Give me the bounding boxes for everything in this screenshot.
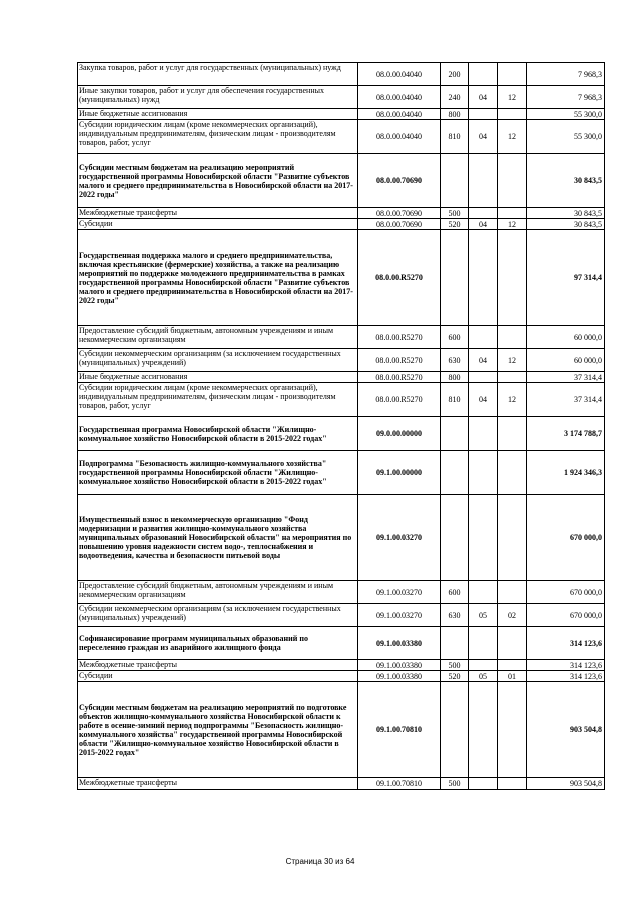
row-amount: 314 123,6 [527,671,605,682]
row-expense-type: 800 [441,109,469,120]
row-section [469,627,498,660]
row-amount: 60 000,0 [527,349,605,372]
row-amount: 60 000,0 [527,326,605,349]
row-expense-type [441,417,469,451]
row-code: 09.1.00.03270 [358,495,441,581]
row-section [469,682,498,778]
row-amount: 670 000,0 [527,604,605,627]
row-subsection [498,63,527,86]
row-code: 09.1.00.03270 [358,604,441,627]
row-amount: 55 300,0 [527,109,605,120]
page-number: Страница 30 из 64 [285,857,355,866]
row-expense-type [441,682,469,778]
row-section: 04 [469,349,498,372]
row-code: 08.0.00.R5270 [358,383,441,417]
row-name: Субсидии местным бюджетам на реализацию мероприятий государственной программы Новосибирской области "Развитие субъектов малого и среднего предпринимательства в Новосибирской области на 2017-2022 годы" [78,154,358,208]
row-expense-type: 500 [441,660,469,671]
row-name: Предоставление субсидий бюджетным, автономным учреждениям и иным некоммерческим организациям [78,326,358,349]
row-subsection: 01 [498,671,527,682]
row-subsection [498,372,527,383]
row-amount: 670 000,0 [527,581,605,604]
row-name: Субсидии юридическим лицам (кроме некоммерческих организаций), индивидуальным предпринимателям, физическим лицам - производителям товаров, работ, услуг [78,120,358,154]
table-row [78,372,605,383]
row-section [469,230,498,326]
row-name: Межбюджетные трансферты [78,778,358,790]
row-subsection: 12 [498,219,527,230]
row-amount: 670 000,0 [527,495,605,581]
table-row [78,120,605,154]
row-section [469,208,498,219]
row-subsection [498,581,527,604]
row-subsection [498,208,527,219]
row-expense-type [441,627,469,660]
row-code: 09.1.00.03380 [358,660,441,671]
row-section [469,778,498,790]
row-subsection: 12 [498,349,527,372]
row-code: 08.0.00.04040 [358,63,441,86]
row-section [469,63,498,86]
row-section: 05 [469,604,498,627]
row-name: Субсидии [78,671,358,682]
row-code: 08.0.00.70690 [358,154,441,208]
row-name: Государственная программа Новосибирской области "Жилищно-коммунальное хозяйство Новосибирской области в 2015-2022 годах" [78,417,358,451]
row-name: Подпрограмма "Безопасность жилищно-коммунального хозяйства" государственной программы Новосибирской области "Жилищно-коммунальное хозяйство Новосибирской области в 2015-2022 годах" [78,451,358,495]
row-code: 09.1.00.70810 [358,682,441,778]
row-expense-type: 600 [441,581,469,604]
row-code: 08.0.00.04040 [358,86,441,109]
row-amount: 7 968,3 [527,63,605,86]
row-section [469,451,498,495]
row-expense-type [441,451,469,495]
table-row [78,326,605,349]
row-expense-type [441,495,469,581]
row-code: 09.1.00.03380 [358,627,441,660]
table-row [78,349,605,372]
row-section [469,581,498,604]
row-amount: 314 123,6 [527,660,605,671]
row-section [469,660,498,671]
budget-table-container [77,62,604,790]
row-amount: 3 174 788,7 [527,417,605,451]
row-amount: 37 314,4 [527,372,605,383]
row-code: 08.0.00.04040 [358,120,441,154]
row-code: 08.0.00.R5270 [358,372,441,383]
row-code: 08.0.00.R5270 [358,349,441,372]
row-code: 08.0.00.R5270 [358,326,441,349]
table-row [78,63,605,86]
table-row [78,660,605,671]
table-row [78,682,605,778]
row-code: 09.1.00.03270 [358,581,441,604]
row-code: 08.0.00.R5270 [358,230,441,326]
row-expense-type: 810 [441,383,469,417]
budget-table-body [78,63,605,790]
row-name: Государственная поддержка малого и среднего предпринимательства, включая крестьянские (фермерские) хозяйства, а также на реализацию мероприятий по поддержке молодежного предпринимательства в рамках государственной программы Новосибирской области "Развитие субъектов малого и среднего предпринимательства в Новосибирской области на 2017-2022 годы" [78,230,358,326]
table-row [78,451,605,495]
row-subsection: 12 [498,383,527,417]
row-name: Закупка товаров, работ и услуг для государственных (муниципальных) нужд [78,63,358,86]
row-subsection [498,109,527,120]
row-section: 04 [469,120,498,154]
row-expense-type: 630 [441,604,469,627]
row-subsection [498,495,527,581]
table-row [78,495,605,581]
table-row [78,86,605,109]
table-row [78,219,605,230]
row-subsection [498,451,527,495]
table-row [78,627,605,660]
row-name: Предоставление субсидий бюджетным, автономным учреждениям и иным некоммерческим организациям [78,581,358,604]
row-section [469,372,498,383]
row-expense-type: 500 [441,778,469,790]
row-expense-type: 520 [441,671,469,682]
table-row [78,604,605,627]
row-subsection [498,154,527,208]
row-expense-type: 600 [441,326,469,349]
row-section [469,154,498,208]
table-row [78,671,605,682]
row-expense-type: 800 [441,372,469,383]
row-subsection: 02 [498,604,527,627]
row-subsection [498,627,527,660]
row-amount: 314 123,6 [527,627,605,660]
row-code: 09.0.00.00000 [358,417,441,451]
row-name: Межбюджетные трансферты [78,208,358,219]
budget-table [77,62,605,790]
row-expense-type [441,154,469,208]
table-row [78,581,605,604]
row-name: Субсидии некоммерческим организациям (за исключением государственных (муниципальных) учреждений) [78,349,358,372]
row-amount: 903 504,8 [527,778,605,790]
table-row [78,383,605,417]
row-code: 08.0.00.70690 [358,208,441,219]
row-amount: 55 300,0 [527,120,605,154]
row-amount: 30 843,5 [527,208,605,219]
row-section [469,326,498,349]
row-name: Имущественный взнос в некоммерческую организацию "Фонд модернизации и развития жилищно-коммунального хозяйства муниципальных образований Новосибирской области" на мероприятия по повышению уровня надежности систем водо-, теплоснабжения и водоотведения, качества и безопасности питьевой воды [78,495,358,581]
row-name: Субсидии местным бюджетам на реализацию мероприятий по подготовке объектов жилищно-коммунального хозяйства Новосибирской области к работе в осенне-зимний период подпрограммы "Безопасность жилищно-коммунального хозяйства" государственной программы Новосибирской области "Жилищно-коммунальное хозяйство Новосибирской области в 2015-2022 годах" [78,682,358,778]
row-amount: 1 924 346,3 [527,451,605,495]
row-expense-type: 500 [441,208,469,219]
row-expense-type: 240 [441,86,469,109]
row-name: Субсидии некоммерческим организациям (за исключением государственных (муниципальных) учреждений) [78,604,358,627]
table-row [78,109,605,120]
row-code: 09.1.00.00000 [358,451,441,495]
row-code: 09.1.00.03380 [358,671,441,682]
table-row [78,417,605,451]
row-section [469,109,498,120]
row-amount: 30 843,5 [527,219,605,230]
row-name: Субсидии [78,219,358,230]
row-amount: 30 843,5 [527,154,605,208]
row-subsection: 12 [498,86,527,109]
table-row [78,230,605,326]
row-subsection [498,417,527,451]
row-name: Межбюджетные трансферты [78,660,358,671]
row-expense-type: 630 [441,349,469,372]
row-amount: 97 314,4 [527,230,605,326]
row-subsection: 12 [498,120,527,154]
table-row [78,778,605,790]
row-expense-type: 520 [441,219,469,230]
row-subsection [498,660,527,671]
row-name: Субсидии юридическим лицам (кроме некоммерческих организаций), индивидуальным предпринимателям, физическим лицам - производителям товаров, работ, услуг [78,383,358,417]
row-subsection [498,682,527,778]
row-section: 04 [469,219,498,230]
row-name: Софинансирование программ муниципальных образований по переселению граждан из аварийного жилищного фонда [78,627,358,660]
table-row [78,154,605,208]
table-row [78,208,605,219]
row-amount: 903 504,8 [527,682,605,778]
row-section: 04 [469,383,498,417]
row-expense-type: 810 [441,120,469,154]
row-subsection [498,326,527,349]
row-name: Иные бюджетные ассигнования [78,109,358,120]
row-subsection [498,230,527,326]
row-section [469,495,498,581]
row-section [469,417,498,451]
row-subsection [498,778,527,790]
row-name: Иные закупки товаров, работ и услуг для обеспечения государственных (муниципальных) нужд [78,86,358,109]
row-section: 04 [469,86,498,109]
row-name: Иные бюджетные ассигнования [78,372,358,383]
row-code: 08.0.00.04040 [358,109,441,120]
row-amount: 7 968,3 [527,86,605,109]
row-code: 09.1.00.70810 [358,778,441,790]
row-expense-type [441,230,469,326]
row-section: 05 [469,671,498,682]
row-expense-type: 200 [441,63,469,86]
row-amount: 37 314,4 [527,383,605,417]
row-code: 08.0.00.70690 [358,219,441,230]
